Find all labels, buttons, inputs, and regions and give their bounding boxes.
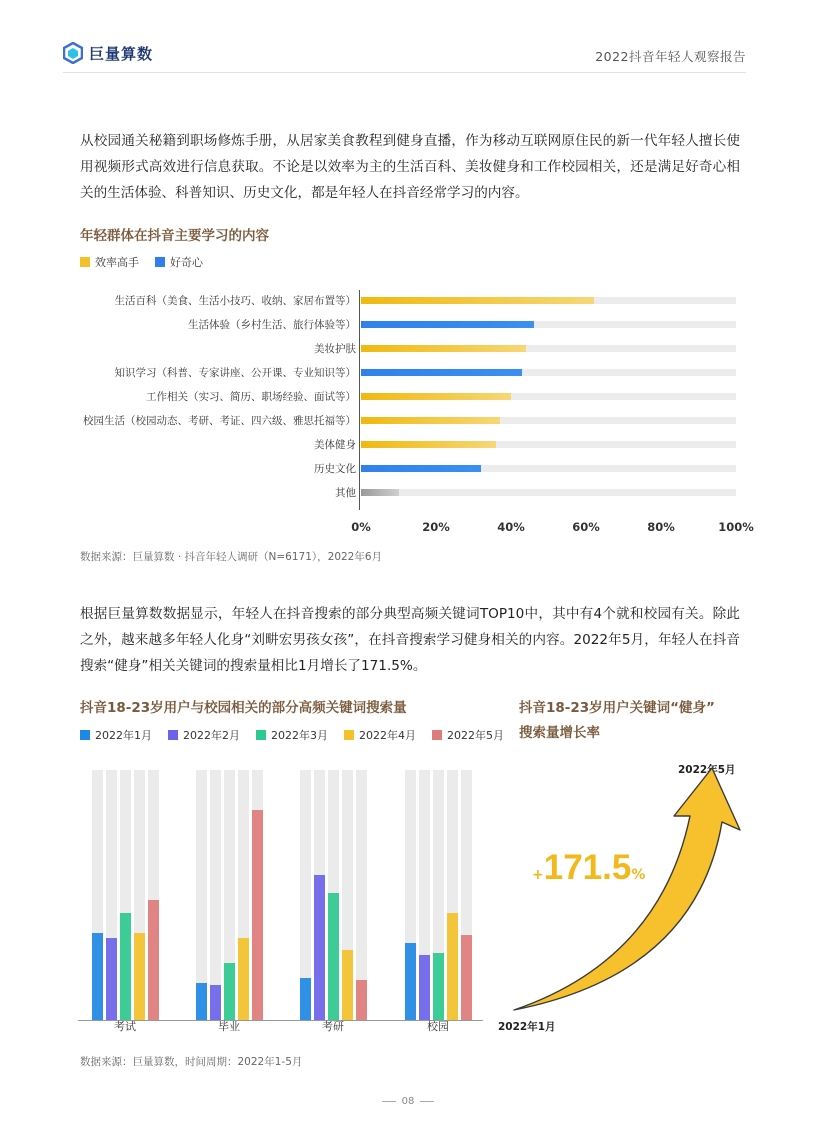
chart1-bar <box>361 465 481 472</box>
chart1-y-axis <box>359 290 360 510</box>
chart1-x-tick-label: 0% <box>351 520 371 534</box>
chart1-bar-track <box>361 489 736 496</box>
chart2-legend-item <box>432 727 504 743</box>
chart2-legend-item <box>168 727 240 743</box>
chart1-bar <box>361 345 526 352</box>
chart2-category-label: 考试 <box>114 1020 136 1033</box>
chart2-legend-item <box>344 727 416 743</box>
chart2-bar <box>106 938 117 1021</box>
chart1-category-label: 知识学习（科普、专家讲座、公开课、专业知识等） <box>114 367 356 379</box>
chart3-title-line2: 搜索量增长率 <box>519 725 600 741</box>
chart1-x-tick-label: 100% <box>718 520 754 534</box>
legend-label: 2022年1月 <box>95 729 152 742</box>
growth-value-number: 171.5 <box>543 848 632 887</box>
chart1-bar <box>361 441 496 448</box>
chart1-title: 年轻群体在抖音主要学习的内容 <box>80 228 269 244</box>
chart2-category-label: 校园 <box>427 1020 449 1033</box>
chart2-bar <box>120 913 131 1021</box>
chart2-bar <box>405 943 416 1021</box>
chart2-bar <box>210 985 221 1020</box>
chart1-bar-track <box>361 393 736 400</box>
legend-label: 2022年4月 <box>359 729 416 742</box>
chart2-legend <box>80 727 520 743</box>
chart1-bar-track <box>361 297 736 304</box>
chart1-bar-track <box>361 417 736 424</box>
chart2-source: 数据来源：巨量算数，时间周期：2022年1-5月 <box>80 1056 303 1068</box>
chart1-category-label: 美体健身 <box>314 439 356 451</box>
chart1-category-label: 校园生活（校园动态、考研、考证、四六级、雅思托福等） <box>83 415 356 427</box>
page-footer <box>0 1096 816 1107</box>
chart2-bar <box>92 933 103 1021</box>
chart2-bar <box>314 875 325 1020</box>
chart1-x-tick-label: 60% <box>572 520 600 534</box>
chart3-title-line1: 抖音18-23岁用户关键词“健身” <box>519 700 715 716</box>
chart2-legend-item <box>256 727 328 743</box>
growth-value-suffix: % <box>631 867 646 883</box>
chart2-bar <box>300 978 311 1021</box>
footer-dash-right <box>420 1101 434 1102</box>
legend-swatch <box>168 730 178 740</box>
chart2-bar <box>342 950 353 1020</box>
chart2-legend-item <box>80 727 152 743</box>
chart1-bar-track <box>361 465 736 472</box>
footer-dash-left <box>382 1101 396 1102</box>
chart2-bar <box>196 983 207 1021</box>
growth-value <box>532 848 645 888</box>
chart2-bar-track <box>210 770 221 1020</box>
chart2-bar <box>433 953 444 1021</box>
chart2-title: 抖音18-23岁用户与校园相关的部分高频关键词搜索量 <box>80 700 407 716</box>
chart2-bar <box>238 938 249 1021</box>
chart1-plot <box>0 0 816 560</box>
legend-swatch <box>80 730 90 740</box>
chart2-category-label: 毕业 <box>218 1020 240 1033</box>
legend-label: 2022年5月 <box>447 729 504 742</box>
report-title: 2022抖音年轻人观察报告 <box>595 49 746 64</box>
chart2-bar <box>252 810 263 1020</box>
legend-swatch <box>344 730 354 740</box>
chart1-x-tick-label: 40% <box>497 520 525 534</box>
legend-label: 效率高手 <box>95 256 139 269</box>
chart1-bar-track <box>361 441 736 448</box>
chart2-bar <box>356 980 367 1020</box>
chart1-bar-track <box>361 369 736 376</box>
chart1-bar <box>361 489 399 496</box>
chart1-bar-track <box>361 321 736 328</box>
growth-start-label: 2022年1月 <box>498 1021 556 1033</box>
paragraph-2: 根据巨量算数数据显示，年轻人在抖音搜索的部分典型高频关键词TOP10中，其中有4个就和校园有关。除此之外，越来越多年轻人化身“刘畊宏男孩女孩”，在抖音搜索学习健身相关的内容。2022年5月，年轻人在抖音搜索“健身”相关关键词的搜索量相比1月增长了171.5%。 <box>80 606 740 674</box>
chart1-bar <box>361 321 534 328</box>
chart2-bar <box>419 955 430 1020</box>
growth-end-label: 2022年5月 <box>678 764 736 776</box>
legend-label: 2022年3月 <box>271 729 328 742</box>
legend-label: 好奇心 <box>170 256 203 269</box>
legend-label: 2022年2月 <box>183 729 240 742</box>
growth-value-prefix: + <box>532 867 544 883</box>
chart2-bar <box>224 963 235 1021</box>
chart2-bar <box>328 893 339 1021</box>
chart1-x-tick-label: 20% <box>422 520 450 534</box>
growth-arrow <box>500 760 750 1060</box>
chart1-bar <box>361 417 500 424</box>
chart2-plot <box>78 760 483 1020</box>
chart1-bar <box>361 369 522 376</box>
chart2-bar <box>447 913 458 1021</box>
chart1-category-label: 生活体验（乡村生活、旅行体验等） <box>188 319 356 331</box>
chart2-bar <box>148 900 159 1020</box>
chart2-bar <box>134 933 145 1021</box>
chart1-category-label: 其他 <box>335 487 356 499</box>
chart2-category-label: 考研 <box>322 1020 344 1033</box>
legend-swatch <box>256 730 266 740</box>
intro-paragraph: 从校园通关秘籍到职场修炼手册，从居家美食教程到健身直播，作为移动互联网原住民的新一代年轻人擅长使用视频形式高效进行信息获取。不论是以效率为主的生活百科、美妆健身和工作校园相关，还是满足好奇心相关的生活体验、科普知识、历史文化，都是年轻人在抖音经常学习的内容。 <box>80 133 740 201</box>
chart1-category-label: 美妆护肤 <box>314 343 356 355</box>
chart1-bar <box>361 393 511 400</box>
chart1-bar-track <box>361 345 736 352</box>
chart2-baseline <box>78 1020 483 1021</box>
brand-name: 巨量算数 <box>89 44 154 63</box>
legend-swatch <box>432 730 442 740</box>
chart1-x-tick-label: 80% <box>647 520 675 534</box>
chart1-category-label: 工作相关（实习、简历、职场经验、面试等） <box>146 391 356 403</box>
chart1-source: 数据来源：巨量算数 · 抖音年轻人调研（N=6171），2022年6月 <box>80 551 383 563</box>
chart2-bar <box>461 935 472 1020</box>
chart1-category-label: 生活百科（美食、生活小技巧、收纳、家居布置等） <box>114 295 356 307</box>
chart1-category-label: 历史文化 <box>314 463 356 475</box>
chart1-bar <box>361 297 594 304</box>
page-number: 08 <box>401 1096 415 1107</box>
